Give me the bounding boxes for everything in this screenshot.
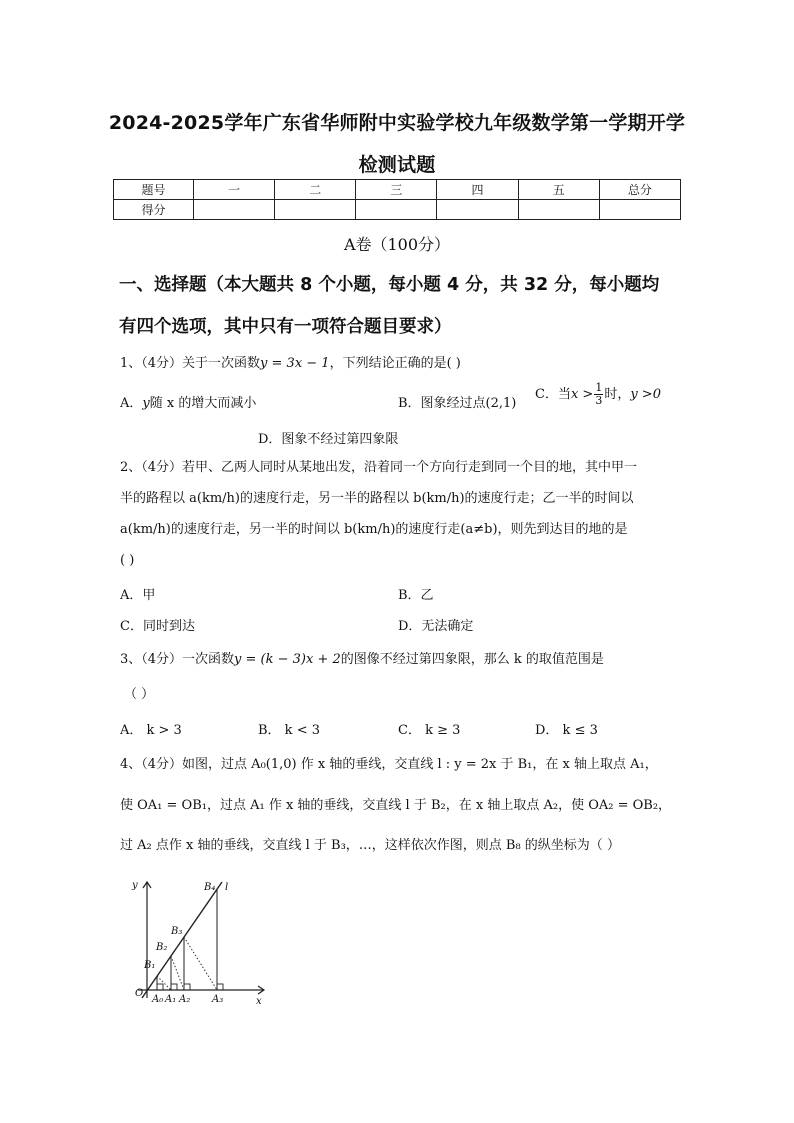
- q2-line4: ( ): [120, 553, 135, 568]
- line-l: [142, 882, 222, 998]
- dotted-b3-a3: [184, 937, 217, 990]
- a0-label: A₀: [152, 994, 164, 1005]
- q1-option-c-cond: x >: [570, 387, 594, 402]
- score-entry-cell[interactable]: [194, 200, 275, 220]
- b2-label: B₂: [156, 942, 168, 953]
- q2-option-c[interactable]: C．同时到达: [120, 619, 195, 634]
- q1-option-d[interactable]: D．图象不经过第四象限: [258, 432, 399, 447]
- exam-title-line1: 2024-2025学年广东省华师附中实验学校九年级数学第一学期开学: [108, 112, 686, 134]
- score-table-cell: 题号: [114, 180, 194, 200]
- q3-option-c[interactable]: C． k ≥ 3: [398, 723, 461, 738]
- q3-prefix: 3、（4分）一次函数: [120, 652, 235, 667]
- score-entry-cell[interactable]: [437, 200, 518, 220]
- a3-label: A₃: [212, 994, 224, 1005]
- a1-label: A₁: [165, 994, 177, 1005]
- score-entry-cell[interactable]: [356, 200, 437, 220]
- b4-label: B₄: [204, 882, 216, 893]
- q1-option-a-var: y: [142, 396, 150, 411]
- part1-heading-line1: 一、选择题（本大题共 8 个小题，每小题 4 分，共 32 分，每小题均: [119, 275, 660, 295]
- q2-line1: 2、（4分）若甲、乙两人同时从某地出发，沿着同一个方向行走到同一个目的地，其中甲一: [120, 460, 638, 475]
- q3-option-d[interactable]: D． k ≤ 3: [535, 723, 598, 738]
- q4-line1: 4、（4分）如图，过点 A₀(1,0) 作 x 轴的垂线，交直线 l : y = 2x 于 B₁，在 x 轴上取点 A₁，: [120, 757, 658, 772]
- q1-fraction-num: 1: [595, 381, 603, 394]
- origin-label: O: [135, 988, 144, 999]
- q1-option-b[interactable]: B．图象经过点(2,1): [398, 396, 517, 411]
- q1-suffix: ，下列结论正确的是( ): [329, 356, 461, 371]
- right-angle-a0: [157, 984, 163, 990]
- q1-option-a[interactable]: [120, 392, 256, 411]
- q1-option-c-mid: 时，: [604, 387, 631, 402]
- q2-line2: 半的路程以 a(km/h)的速度行走，另一半的路程以 b(km/h)的速度行走；乙一半的时间以: [120, 491, 634, 506]
- score-table: [113, 179, 681, 220]
- dotted-b2-a2: [171, 956, 184, 990]
- score-table-score-row: [114, 200, 681, 220]
- q3-line2: （ ）: [124, 687, 155, 702]
- right-angle-a2: [184, 984, 190, 990]
- score-table-cell: 得分: [114, 200, 194, 220]
- score-entry-cell[interactable]: [275, 200, 356, 220]
- score-entry-cell[interactable]: [599, 200, 680, 220]
- q3-stem: [120, 652, 604, 668]
- q2-option-a[interactable]: A．甲: [120, 588, 156, 603]
- q2-option-d[interactable]: D．无法确定: [398, 619, 474, 634]
- line-l-label: l: [225, 882, 229, 893]
- q4-figure: [118, 876, 268, 1006]
- q2-option-b[interactable]: B．乙: [398, 588, 434, 603]
- q1-stem: [120, 356, 461, 372]
- section-a-heading: A卷（100分）: [343, 235, 451, 254]
- score-table-cell: 三: [356, 180, 437, 200]
- b1-label: B₁: [144, 960, 156, 971]
- q1-option-a-label: A．: [120, 396, 143, 411]
- score-table-cell: 二: [275, 180, 356, 200]
- b3-label: B₃: [171, 926, 183, 937]
- score-table-cell: 总分: [599, 180, 680, 200]
- y-axis-label: y: [132, 880, 138, 891]
- q1-option-c-end: y >0: [630, 387, 661, 402]
- a2-label: A₂: [179, 994, 191, 1005]
- q4-line2: 使 OA₁ = OB₁，过点 A₁ 作 x 轴的垂线，交直线 l 于 B₂，在 x 轴上取点 A₂，使 OA₂ = OB₂，: [120, 798, 672, 813]
- score-table-cell: 四: [437, 180, 518, 200]
- score-table-cell: 五: [518, 180, 599, 200]
- q1-option-a-text: 随 x 的增大而减小: [149, 396, 257, 411]
- q1-option-c[interactable]: [535, 382, 661, 407]
- q1-expression: y = 3x − 1: [260, 356, 330, 371]
- q2-line3: a(km/h)的速度行走，另一半的时间以 b(km/h)的速度行走(a≠b)，则先到达目的地的是: [120, 522, 628, 537]
- q4-line3: 过 A₂ 点作 x 轴的垂线，交直线 l 于 B₃，…，这样依次作图，则点 B₈ 的纵坐标为（ ）: [120, 838, 620, 853]
- right-angle-a3: [217, 984, 223, 990]
- score-table-header-row: [114, 180, 681, 200]
- score-table-cell: 一: [194, 180, 275, 200]
- dotted-b1-a1: [157, 976, 171, 990]
- x-axis-label: x: [256, 996, 262, 1006]
- q1-fraction-den: 3: [595, 394, 603, 407]
- q3-option-a[interactable]: A． k > 3: [120, 723, 182, 738]
- q1-option-c-prefix: C．当: [535, 387, 571, 402]
- q1-prefix: 1、（4分）关于一次函数: [120, 356, 261, 371]
- right-angle-a1: [171, 984, 177, 990]
- q1-fraction: [594, 382, 603, 407]
- exam-title-line2: 检测试题: [358, 154, 436, 176]
- score-entry-cell[interactable]: [518, 200, 599, 220]
- part1-heading-line2: 有四个选项，其中只有一项符合题目要求）: [119, 317, 452, 337]
- q3-expression: y = (k − 3)x + 2: [234, 652, 341, 667]
- q3-suffix: 的图像不经过第四象限，那么 k 的取值范围是: [340, 652, 604, 667]
- q3-option-b[interactable]: B． k < 3: [258, 723, 320, 738]
